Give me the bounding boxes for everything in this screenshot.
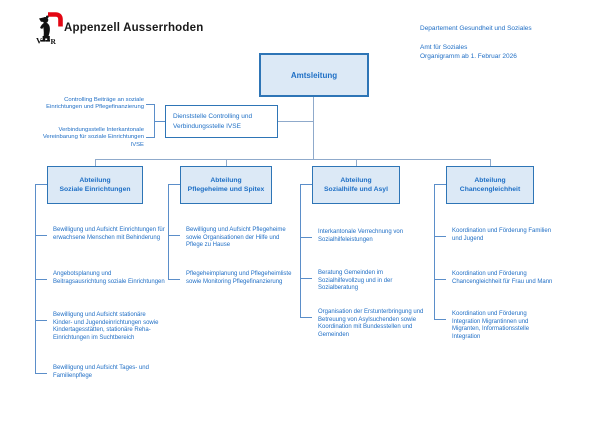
dept1-item-2: Angebotsplanung und Beitragsausrichtung soziale Einrichtungen xyxy=(53,271,165,285)
dept4-tick-2 xyxy=(434,279,446,280)
dept4-title-line1: Abteilung xyxy=(474,177,506,184)
dept2-spine xyxy=(168,184,169,279)
dept3-tick-3 xyxy=(300,317,312,318)
organigram-edition-date: Organigramm ab 1. Februar 2026 xyxy=(420,53,517,60)
dept4-tick-3 xyxy=(434,319,446,320)
dept1-item-4: Bewilligung und Aufsicht Tages- und Familienpflege xyxy=(53,365,149,379)
dept2-tick-2 xyxy=(168,279,180,280)
dept3-item-2: Beratung Gemeinden im Sozialhilfevollzug und in der Sozialberatung xyxy=(318,270,393,292)
dept3-tick-2 xyxy=(300,278,312,279)
dept2-hook xyxy=(168,184,180,185)
dept3-title-line2: Sozialhilfe und Asyl xyxy=(324,186,388,193)
dept3-title-line1: Abteilung xyxy=(340,177,372,184)
connector-distribution-line xyxy=(95,159,490,160)
logo-monogram-v: V xyxy=(36,35,43,45)
bracket-tick-annotation1 xyxy=(146,104,154,105)
org-box-staff-unit-label: Dienststelle Controlling und Verbindungsstelle IVSE xyxy=(173,113,253,130)
dept2-item-1: Bewilligung und Aufsicht Pflegeheime sowie Organisationen der Hilfe und Pflege zu Hause xyxy=(186,227,286,249)
dept3-item-1: Interkantonale Verrechnung von Sozialhilfeleistungen xyxy=(318,229,404,243)
dept1-tick-1 xyxy=(35,235,47,236)
dept2-item-2: Pflegeheimplanung und Pflegeheimliste sowie Monitoring Pflegefinanzierung xyxy=(186,271,292,285)
org-box-dept-soziale-einrichtungen xyxy=(47,166,143,204)
bracket-tick-annotation2 xyxy=(146,137,154,138)
dept3-spine xyxy=(300,184,301,317)
dept1-item-3: Bewilligung und Aufsicht stationäre Kinder- und Jugendeinrichtungen sowie Kindertagesstätten, stationäre Reha-Einrichtungen im Suchtbereich xyxy=(53,312,159,341)
dept4-item-2: Koordination und Förderung Chancengleichheit für Frau und Mann xyxy=(452,271,553,285)
bear-coat-of-arms-icon xyxy=(36,11,63,45)
org-box-dept-pflegeheime-spitex xyxy=(180,166,272,204)
dept1-hook xyxy=(35,184,47,185)
org-box-amtsleitung-label: Amtsleitung xyxy=(290,70,338,80)
dept3-item-3: Organisation der Erstunterbringung und Betreuung von Asylsuchenden sowie Koordination mit Bundesstellen und Gemeinden xyxy=(318,309,424,338)
connector-staff-to-spine xyxy=(278,121,313,122)
department-name: Departement Gesundheit und Soziales xyxy=(420,25,532,32)
org-box-staff-unit xyxy=(165,105,278,138)
dept2-title-line1: Abteilung xyxy=(210,177,242,184)
dept1-tick-3 xyxy=(35,320,47,321)
dept1-item-1: Bewilligung und Aufsicht Einrichtungen für erwachsene Menschen mit Behinderung xyxy=(53,227,165,241)
staff-annotation-2: Verbindungsstelle Interkantonale Vereinbarung für soziale Einrichtungen IVSE xyxy=(42,127,144,148)
logo-monogram-r: R xyxy=(50,37,56,45)
dept2-title-line2: Pflegeheime und Spitex xyxy=(187,186,265,193)
dept3-hook xyxy=(300,184,312,185)
dept4-item-3: Koordination und Förderung Integration Migrantinnen und Migranten, Informationsstelle Integration xyxy=(452,311,530,340)
dept4-hook xyxy=(434,184,446,185)
office-name: Amt für Soziales xyxy=(420,44,468,51)
dept3-tick-1 xyxy=(300,237,312,238)
dept1-title-line2: Soziale Einrichtungen xyxy=(59,186,131,193)
dept4-title-line2: Chancengleichheit xyxy=(459,186,521,193)
canton-brand-title: Appenzell Ausserrhoden xyxy=(64,22,204,34)
dept1-title-line1: Abteilung xyxy=(79,177,111,184)
org-box-amtsleitung xyxy=(259,53,369,97)
dept2-tick-1 xyxy=(168,235,180,236)
connector-root-spine xyxy=(313,97,314,159)
dept1-tick-2 xyxy=(35,279,47,280)
dept4-item-1: Koordination und Förderung Familien und Jugend xyxy=(452,228,552,242)
bracket-to-staff-box xyxy=(154,121,165,122)
dept4-tick-1 xyxy=(434,236,446,237)
org-box-dept-sozialhilfe-asyl xyxy=(312,166,400,204)
staff-annotation-1: Controlling Beiträge an soziale Einrichtungen und Pflegefinanzierung xyxy=(46,97,144,111)
dept1-tick-4 xyxy=(35,373,47,374)
org-box-dept-chancengleichheit xyxy=(446,166,534,204)
dept4-spine xyxy=(434,184,435,319)
